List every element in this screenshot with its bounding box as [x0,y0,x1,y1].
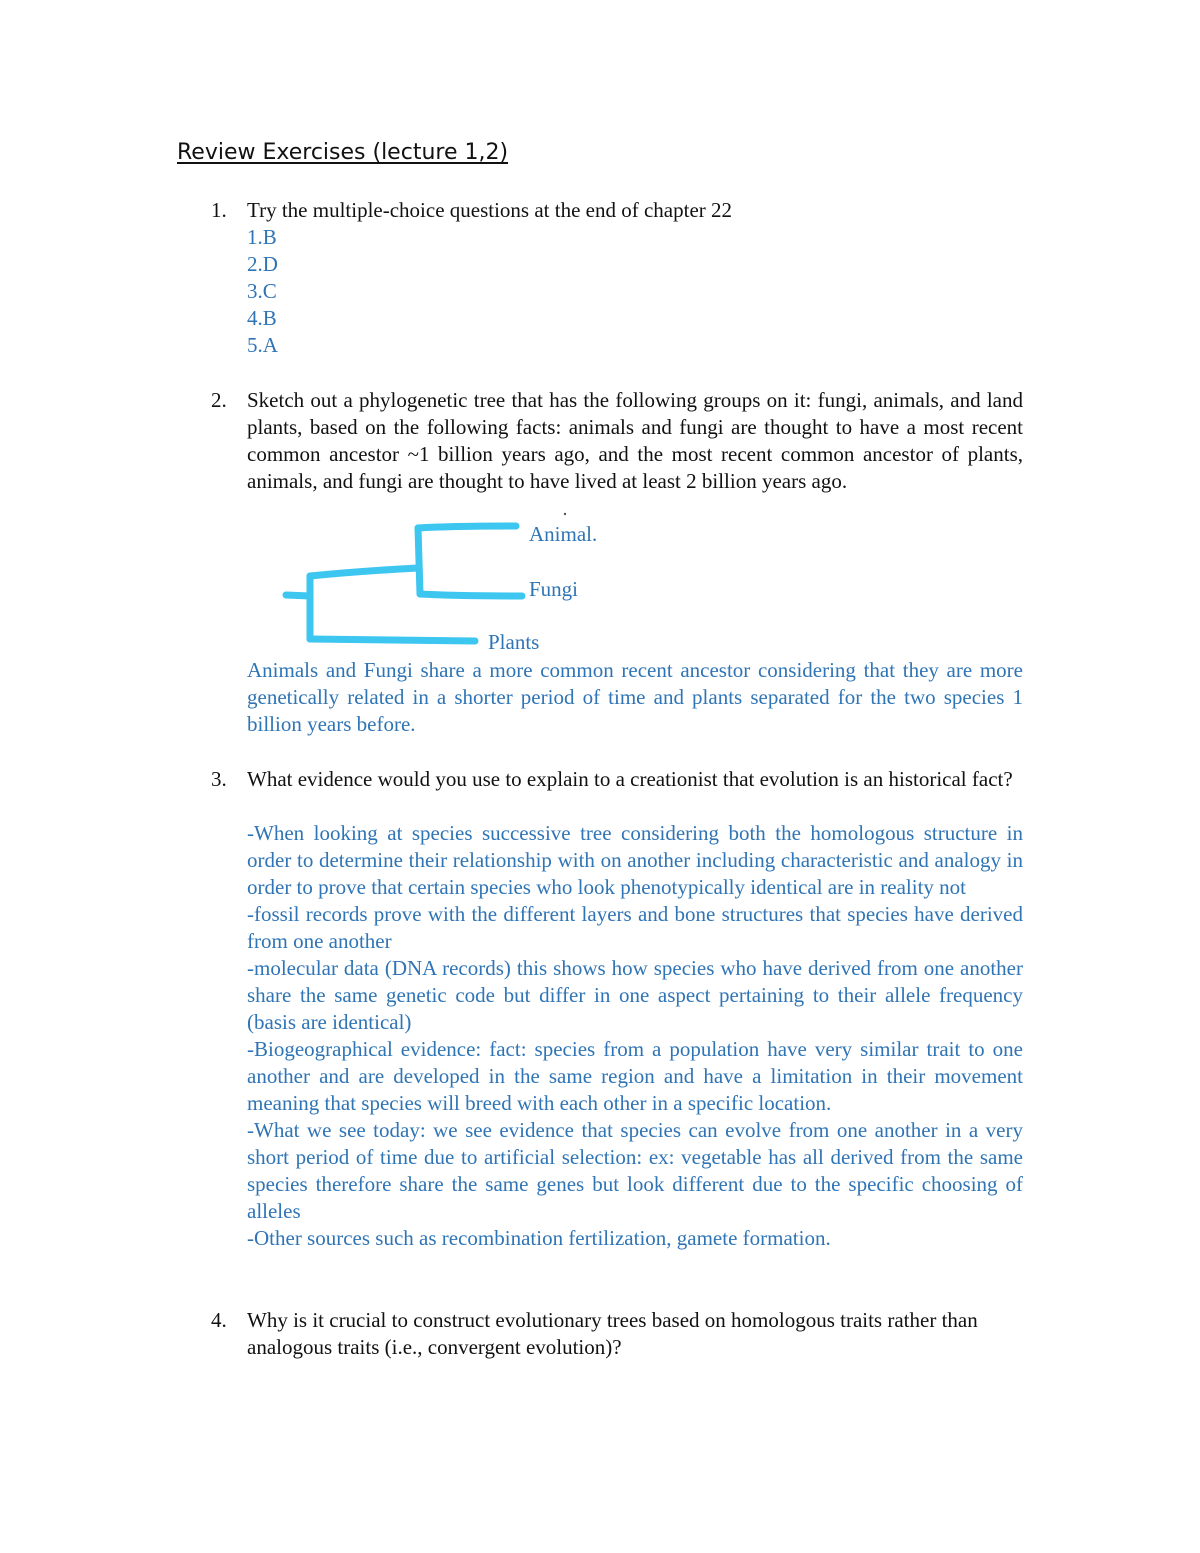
tree-label-plants: Plants [488,630,540,654]
answer-item: 1.B [247,225,277,249]
tree-label-animal: Animal. [529,522,598,546]
question-4-text: Why is it crucial to construct evolutionary trees based on homologous traits rather than analogous traits (i.e., convergent evolution)? [247,1308,978,1359]
question-4-number: 4. [211,1308,227,1332]
branch-animal [418,526,516,528]
branch-fungi [420,594,522,596]
branch-plants [310,639,475,641]
question-3-text: What evidence would you use to explain to a creationist that evolution is an historical fact? [247,767,1013,791]
answer-item: 3.C [247,279,277,303]
root-stub [286,595,310,596]
answer-paragraph: -Other sources such as recombination fertilization, gamete formation. [247,1226,831,1250]
phylogenetic-tree-sketch [270,500,570,650]
stray-mark [564,513,566,515]
question-3-number: 3. [211,767,227,791]
tree-label-fungi: Fungi [529,577,579,601]
question-1-text: Try the multiple-choice questions at the end of chapter 22 [247,198,733,222]
answer-paragraph: -What we see today: we see evidence that species can evolve from one another in a very short period of time due to artificial selection: ex: vegetable has all derived from the same species therefore share the same genes but look different due to the specific choosing of alleles [247,1118,1023,1223]
answer-paragraph: -When looking at species successive tree considering both the homologous structure in order to determine their relationship with on another including characteristic and analogy in order to prove that certain species who look phenotypically identical are in reality not [247,821,1023,899]
question-2-number: 2. [211,388,227,412]
question-2-text: Sketch out a phylogenetic tree that has the following groups on it: fungi, animals, and land plants, based on the following facts: animals and fungi are thought to have a most recent common ancestor ~1 billion years ago, and the most recent common ancestor of plants, animals, and fungi are thought to have lived at least 2 billion years ago. [247,388,1023,493]
branch-to-animal-fungi [310,568,418,576]
node-vertical [418,528,420,594]
answer-paragraph: -fossil records prove with the different layers and bone structures that species have derived from one another [247,902,1023,953]
page-title: Review Exercises (lecture 1,2) [177,140,509,165]
answer-item: 4.B [247,306,277,330]
answer-item: 5.A [247,333,278,357]
question-2-answer: Animals and Fungi share a more common recent ancestor considering that they are more genetically related in a shorter period of time and plants separated for the two species 1 billion years before. [247,658,1023,736]
question-1-answers [247,224,278,359]
question-3-answers [247,820,1023,1252]
answer-paragraph: -molecular data (DNA records) this shows how species who have derived from one another share the same genetic code but differ in one aspect pertaining to their allele frequency (basis are identical) [247,956,1023,1034]
answer-item: 2.D [247,252,278,276]
answer-paragraph: -Biogeographical evidence: fact: species from a population have very similar trait to one another and are developed in the same region and have a limitation in their movement meaning that species will breed with each other in a specific location. [247,1037,1023,1115]
question-1-number: 1. [211,198,227,222]
